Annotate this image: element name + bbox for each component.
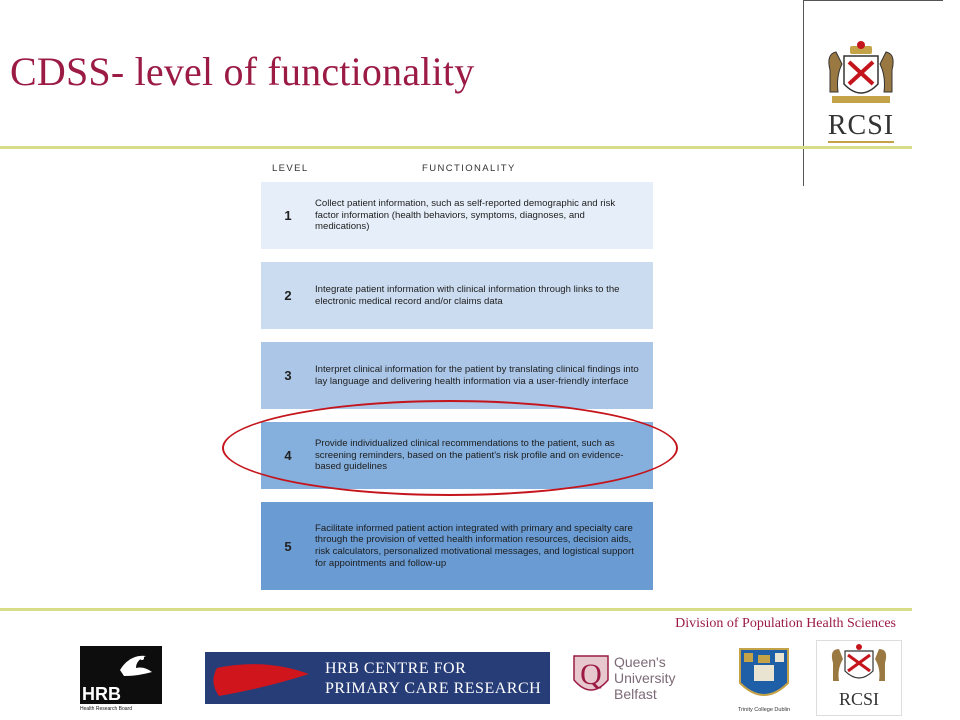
rcsi-logo-text: RCSI: [827, 110, 895, 141]
tcd-logo-caption: Trinity College Dublin: [737, 707, 791, 713]
row-level-number: 1: [284, 208, 292, 223]
qub-q-icon: [570, 650, 612, 702]
qub-line2: Belfast: [614, 686, 657, 702]
row-functionality-text: Provide individualized clinical recommendations to the patient, such as screening reminders, based on the patient's risk profile and on evidence-based guidelines: [315, 438, 624, 473]
hrb-centre-logo: [205, 652, 550, 704]
functionality-table: [258, 155, 658, 595]
slide-title: CDSS- level of functionality: [10, 49, 475, 94]
rcsi-crest-icon: [822, 40, 900, 112]
qub-logo: [570, 650, 720, 702]
row-level-number: 3: [284, 368, 292, 383]
row-functionality-text: Facilitate informed patient action integrated with primary and specialty care through the provision of vetted health information resources, decision aids, risk calculators, personalized motivational messages, and logistical support for appointments and follow-up: [315, 522, 634, 569]
row-level-number: 4: [284, 448, 292, 463]
hrb-bird-icon: [80, 646, 162, 686]
hrb-logo-caption: Health Research Board: [80, 704, 162, 714]
header-rule: [0, 146, 912, 149]
divider-top: [803, 0, 943, 1]
qub-logo-text: [614, 654, 720, 702]
hrb-logo-letters: HRB: [82, 684, 121, 704]
column-header-level: LEVEL: [272, 163, 309, 174]
hrb-centre-line1: HRB CENTRE FOR: [325, 660, 467, 677]
rcsi-crest-small-icon: [817, 641, 901, 689]
tcd-logo: [736, 645, 792, 715]
hrb-centre-line2: PRIMARY CARE RESEARCH: [325, 680, 542, 697]
tcd-crest-icon: [736, 645, 792, 707]
row-functionality-text: Interpret clinical information for the patient by translating clinical findings into lay language and delivering health information via a user-friendly interface: [315, 363, 639, 387]
rcsi-logo-top: [822, 40, 900, 146]
red-swoosh-icon: [205, 652, 315, 704]
svg-text:Q: Q: [580, 658, 602, 691]
highlight-ellipse: [222, 400, 678, 496]
hrb-logo: [80, 646, 162, 712]
table-row-level-2: [261, 262, 653, 329]
divider-vertical: [803, 0, 804, 186]
footer-division: Division of Population Health Sciences: [675, 616, 896, 631]
table-row-level-1: [261, 182, 653, 249]
table-row-level-3: [261, 342, 653, 409]
row-level-number: 2: [284, 288, 292, 303]
row-level-number: 5: [284, 538, 292, 554]
row-functionality-text: Integrate patient information with clinical information through links to the electronic medical record and/or claims data: [315, 283, 620, 307]
column-header-functionality: FUNCTIONALITY: [422, 163, 516, 174]
rcsi-logo-bottom: [816, 640, 902, 716]
qub-line1: Queen's University: [614, 654, 676, 686]
rcsi-logo-bottom-text: RCSI: [838, 689, 880, 709]
row-functionality-text: Collect patient information, such as self-reported demographic and risk factor information (health behaviors, symptoms, diagnoses, and medications): [315, 198, 616, 233]
table-row-level-5: [261, 502, 653, 590]
rcsi-logo-rule: [828, 141, 894, 143]
footer-rule: [0, 608, 912, 611]
